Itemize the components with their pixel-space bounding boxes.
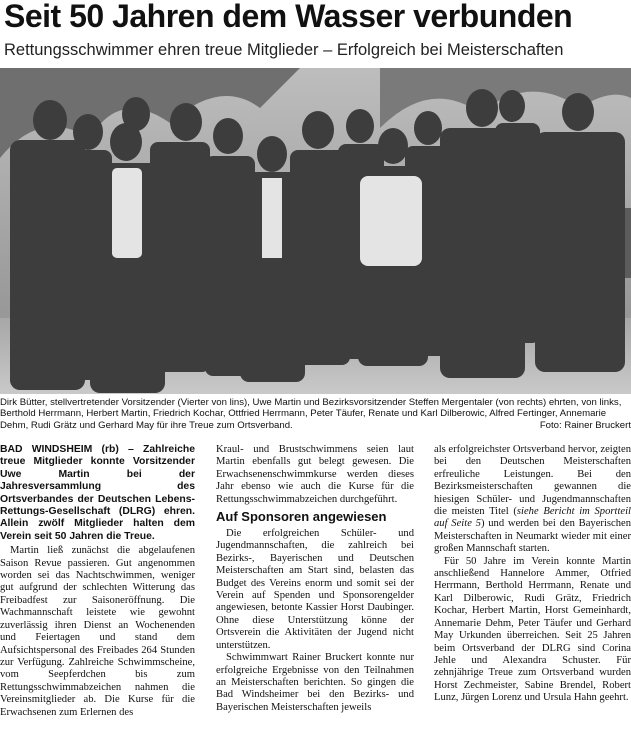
article-text: ) und werden bei den Bayerischen Meisterschaften in Neumarkt wieder mit einer großen Mannschaft starten. xyxy=(434,518,631,555)
photo-caption xyxy=(0,397,631,431)
article-paragraph: Die erfolgreichen Schüler- und Jugendmannschaften, die zahlreich bei Bezirks-, Bayerischen und Deutschen Meisterschaften am Start sind, belasten das Budget des Vereins enorm und somit sei der Verein auf Spenden und Sponsorengelder angewiesen, betonte Kassier Horst Daubinger. Ohne diese Unterstützung könne der Ortsverein die Aktivitäten der Jugend nicht unterstützen. xyxy=(216,528,414,651)
article-text: als erfolgreichster Ortsverband hervor, zeigten bei den Deutschen Meisterschaften erfreuliche Leistungen. Bei den Bezirksmeisterschaften gewannen die hiesigen Schüler- und Jugendmannschaften die meisten Titel ( xyxy=(434,444,631,518)
article-paragraph xyxy=(434,444,631,556)
article-column-2 xyxy=(216,444,414,729)
article-paragraph: Kraul- und Brustschwimmens seien laut Martin ebenfalls gut belegt gewesen. Die Erwachsenenschwimmkurse werden dieses Jahr ebenso wie auch die Kurse für die Rettungsschwimmabzeichen durchgeführt. xyxy=(216,444,414,505)
photo-credit: Foto: Rainer Bruckert xyxy=(539,419,631,431)
article-body xyxy=(0,444,631,729)
group-photo xyxy=(0,68,631,394)
article-subheading: Auf Sponsoren angewiesen xyxy=(216,509,387,525)
article-paragraph: Martin ließ zunächst die abgelaufenen Saison Revue passieren. Gut angenommen worden sei das Nachtschwimmen, weniger gut aufgrund der schlechten Witterung das Freibadfest zur Saisoneröffnung. Die Wachmannschaft leistete wie gewohnt zuverlässig ihren Dienst an Wochenenden und Feiertagen und stand dem Aufsichtspersonal des Freibades 264 Stunden zur Verfügung. Zahlreiche Schwimmscheine, vom Seepferdchen bis zum Rettungsschwimmabzeichen nahmen die Vereinsmitglieder ab. Die Kurse für die Erwachsenen zum Erlernen des xyxy=(0,545,195,718)
article-column-3 xyxy=(434,444,631,729)
article-paragraph: Schwimmwart Rainer Bruckert konnte nur erfolgreiche Ergebnisse von den Teilnahmen an Meisterschaften berichten. So gingen die Bad Windsheimer bei den Bezirks- und Bayerischen Meisterschaften jeweils xyxy=(216,652,414,713)
caption-text: Dirk Bütter, stellvertretender Vorsitzender (Vierter von lins), Uwe Martin und Bezirksvorsitzender Steffen Mergentaler (von rechts) ehrten, von links, Berthold Herrmann, Herbert Martin, Friedrich Kochar, Ottfried Herrmann, Peter Täufer, Renate und Karl Dilberowic, Alfred Fertinger, Annemarie Dehm, Rudi Grätz und Gerhard May für ihre Treue zum Ortsverband. xyxy=(0,397,622,431)
subheadline: Rettungsschwimmer ehren treue Mitglieder – Erfolgreich bei Meisterschaften xyxy=(4,41,564,59)
article-lead: BAD WINDSHEIM (rb) – Zahlreiche treue Mitglieder konnte Vorsitzender Uwe Martin bei der Jahresversammlung des Ortsverbandes der Deutschen Lebens-Rettungs-Gesellschaft (DLRG) ehren. Allein zwölf Mitglieder halten dem Verein seit 50 Jahren die Treue. xyxy=(0,444,195,542)
article-paragraph: Für 50 Jahre im Verein konnte Martin anschließend Hannelore Ammer, Otfried Herrmann, Berthold Herrmann, Renate und Karl Dilberowic, Rudi Grätz, Friedrich Kochar, Herbert Martin, Horst Gemeinhardt, Annemarie Dehm, Peter Täufer und Gerhard May Urkunden überreichen. Seit 25 Jahren beim Ortsverband der DLRG sind Corina Jehle und Alexandra Schuster. Für zehnjährige Treue zum Ortsverband wurden Horst Zechmeister, Sabine Brendel, Robert Lunz, Jürgen Lorenz und Ursula Hahn geehrt. xyxy=(434,555,631,704)
article-cross-reference: siehe Bericht im Sportteil auf Seite 5 xyxy=(434,506,631,530)
headline: Seit 50 Jahren dem Wasser verbunden xyxy=(4,0,573,34)
article-column-1 xyxy=(0,444,195,729)
